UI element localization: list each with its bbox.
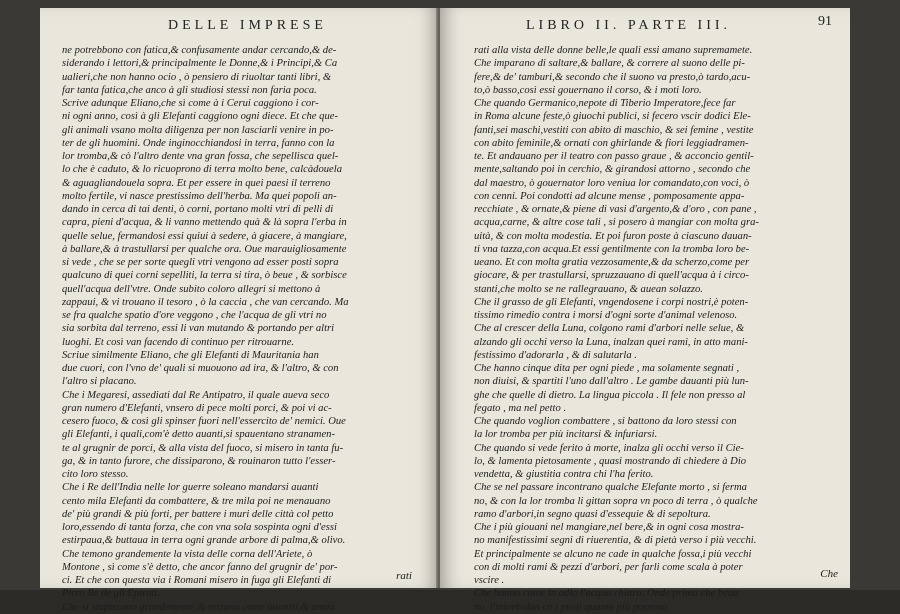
text-line: no, & con la lor tromba li gittan sopra vn poco di terra , ò qualche (474, 495, 758, 507)
catchword-left: rati (396, 570, 412, 582)
text-line: ga, & in tanto furore, che dissiparono, & rouinaron tutto l'esser- (62, 455, 336, 467)
text-line: ualieri,che non hanno ocio , ò pensiero di riuoltar tanti libri, & (62, 71, 332, 83)
text-line: molto fertile, vi nasce prestissimo dell'herba. Ma quei popoli an- (62, 190, 337, 202)
text-line: Che al crescer della Luna, colgono rami d'arbori nelle selue, & (474, 323, 745, 335)
text-line: mente,saltando poi in cerchio, & girandosi attorno , secondo che (474, 164, 751, 176)
text-line: ci. Et che con questa via i Romani misero in fuga gli Elefanti di (62, 575, 332, 586)
text-line: vendetta, & giustitia contra chi l'ha ferito. (474, 469, 654, 480)
text-line: quelle selue, fermandosi essi quiui à sedere, à giacere, à mangiare, (62, 230, 347, 242)
text-line: Che se nel passare incontrano qualche Elefante morto , si ferma (474, 482, 747, 494)
text-line: fanti,sei maschi,vestiti con abito di maschio, & sei femine , vestite (474, 124, 754, 136)
text-line: recchiate , & ornate,& piene di vasi d'argento,& d'oro , con pane , (474, 204, 757, 215)
text-line: ti vna tazza,con acqua.Et essi gentilmente con la tromba loro be- (474, 243, 750, 255)
text-line: se fra qualche spatio d'ore veggono , che l'acqua de gli vtri no (62, 310, 327, 321)
text-line: ni ogni anno, così à gli Elefanti caggiono ogni diece. Et che que- (62, 111, 338, 123)
text-line: con di molti rami & pezzi d'arbori, per farli come scala à poter (474, 561, 743, 573)
text-line: luoghi. Et così van facendo di continuo per ritrouarne. (62, 336, 295, 348)
text-line: to,ò basso,così essi gouernano il corso, & i moti loro. (474, 84, 702, 96)
text-line: lo, & lamenta pietosamente , quasi mostrando di chiedere à Dio (474, 455, 747, 467)
text-line: cito loro stesso. (62, 469, 129, 480)
text-line: ne potrebbono con fatica,& confusamente andar cercando,& de- (62, 45, 337, 56)
text-line: acqua,carne, & altre cose tali , si posero à mangiar con molta gra- (474, 217, 759, 229)
text-line: siderando i lettori,& principalmente le Donne,& i Principi,& Ca (62, 58, 338, 70)
text-line: Che quando si vede ferito à morte, inalza gli occhi verso il Cie- (474, 442, 744, 454)
text-line: gran numero d'Elefanti, vnsero di pece molti porci, & poi vi ac- (62, 402, 332, 414)
text-line: à ballare,& à trastullarsi per qualche ora. Oue marauigliosamente (62, 243, 347, 255)
text-line: cento mila Elefanti da combattere, & tre mila poi ne menauano (62, 495, 331, 507)
text-line: dando in cerca di tai denti, ò corni, portano molti vtri di pelli di (62, 204, 334, 215)
text-line: rati alla vista delle donne belle,le quali essi amano supremamete. (474, 45, 753, 56)
text-line: Che imparano di saltare,& ballare, & correre al suono delle pi- (474, 58, 745, 70)
right-body-text (474, 44, 828, 614)
text-line: Che temono grandemente la vista delle corna dell'Ariete, ò (62, 548, 313, 560)
text-line: si vede , che se per sorte quegli vtri vengono ad esser posti sopra (62, 257, 339, 268)
text-line: gli Elefanti, i quali,com'è detto auanti,si spauentano stranamen- (62, 429, 335, 441)
text-line: Che quando Germanico,nepote di Tiberio Imperatore,fece far (474, 98, 736, 109)
page-number: 91 (818, 14, 832, 29)
text-line: vscire . (474, 575, 505, 586)
text-line: te. Et andauano per il teatro con passo graue , & acconcio gentil- (474, 151, 754, 162)
text-line: de' più grandi & più forti, per battere i muri delle città col petto (62, 508, 334, 520)
running-header-left: DELLE IMPRESE (168, 18, 327, 33)
text-line: l'altro si placano. (62, 376, 137, 388)
text-line: qualcuno di quei corni sepelliti, la terra si tira, ò beue , & sorbisce (62, 270, 347, 282)
text-line: ramo d'arbori,in segno quasi d'essequie & di sepoltura. (474, 508, 711, 520)
text-line: Che quando voglion combattere , si battono da loro stessi con (474, 416, 737, 427)
text-line: te al grugnir de porci, & alla vista del fuoco, si misero in tanta fu- (62, 442, 344, 454)
text-line: Che hanno cinque dita per ogni piede , ma solamente segnati , (474, 363, 740, 374)
text-line: zappaui, & vi trouano il tesoro , ò la caccia , che van cercando. Ma (62, 296, 349, 308)
text-line: Scriue similmente Eliano, che gli Elefanti di Mauritania han (62, 349, 319, 361)
text-line: gli animali vsano molta diligenza per non lasciarli venire in po- (62, 124, 334, 136)
text-line: con cenni. Poi condotti ad alcune mense , pomposamente appa- (474, 190, 745, 202)
text-line: uità, & con molta modestia. Et poi furon poste à ciascuno dauan- (474, 230, 752, 242)
text-line: quell'acqua dell'vtre. Onde subito coloro allegri si mettono à (62, 283, 321, 295)
text-line: stanti,che molto se ne rallegrauano, & auean solazzo. (474, 283, 703, 295)
text-line: fere,& de' tamburi,& secondo che il suono va presto,ò tardo,acu- (474, 71, 751, 83)
text-line: Pirro Re de gli Epiroti. (62, 588, 160, 600)
catchword-right: Che (820, 568, 838, 580)
text-line: lo che è caduto, & lo ricuoprono di terra molto bene, calcàdouela (62, 164, 342, 176)
text-line: dal maestro, ò gouernator loro veniua lor comandato,con voci, ò (474, 177, 750, 189)
text-line: Scrive adunque Eliano,che sì come à i Cerui caggiono i cor- (62, 98, 319, 109)
text-line: alzando gli occhi verso la Luna, inalzan quei rami, in atto mani- (474, 336, 748, 348)
text-line: capra, pieni d'acqua, & li vanno mettendo quà & là sopra l'erba in (62, 217, 347, 229)
text-line: Che hanno come in odio l'acqua chiara. Onde prima che beua (474, 588, 739, 600)
text-line: due cuori, con l'vno de' quali si muouono ad ira, & l'altro, & con (62, 363, 339, 374)
text-line: ghe che quelle di dietro. La lingua piccola . Il fele non presso al (474, 389, 746, 401)
text-line: non diuisi, & spartiti l'uno dall'altro . Le gambe dauanti più lun- (474, 376, 749, 388)
text-line: in Roma alcune feste,ò giuochi publici, si fecero vscir dodici Ele- (474, 111, 751, 123)
text-line: tissimo rimedio contra i morsi d'ogni sorte d'animal velenoso. (474, 310, 738, 321)
running-header-right: LIBRO II. PARTE III. (526, 18, 732, 33)
left-body-text (62, 44, 422, 614)
text-line: estirpaua,& buttaua in terra ogni grande arbore di palma,& olivo. (62, 535, 346, 547)
text-line: far tanta fatica,che anco à gli studiosi stessi non faria poca. (62, 84, 317, 96)
text-line: cesero fuoco, & così gli spinser fuori nell'essercito de' nemici. Oue (62, 416, 346, 427)
text-line: Montone , sì come s'è detto, che ancor fanno del grugnir de' por- (62, 561, 338, 573)
text-line: la lor tromba per più incitarsi & infuriarsi. (474, 429, 658, 441)
text-line: lor tromba,& cò l'altro dente vna gran fossa, che sepellisca quel- (62, 151, 339, 162)
right-page (440, 8, 850, 613)
text-line: sia sorbita dal terreno, essi li van mutando & portando per altri (62, 323, 335, 335)
text-line: Et principalmente se alcuno ne cade in qualche fossa,i più vecchi (474, 548, 752, 560)
text-line: Che i Megaresi, assediati dal Re Antipatro, il quale aueva seco (62, 389, 330, 401)
text-line: Che i più giouani nel mangiare,nel bere,& in ogni cosa mostra- (474, 522, 744, 533)
text-line: fegato , ma nel petto . (474, 402, 567, 414)
text-line: no, l'intorbidan co i piedi quanto più possono. (474, 601, 671, 613)
text-line: festissimo d'adorarla , & di salutarla . (474, 349, 637, 361)
text-line: Che si stupiscono grandemente,& restano come attoniti,& ammi (62, 601, 335, 613)
text-line: no manifestissimi segni di riuerentia, & di pietà verso i più vecchi. (474, 535, 757, 547)
text-line: loro,essendo di tanta forza, che con vna sola sospinta ogni d'essi (62, 522, 337, 533)
text-line: ter de gli huomini. Onde inginocchiandosi in terra, fanno con la (62, 137, 335, 149)
text-line: con abito feminile,& ornati con ghirlande & fiori leggiadramen- (474, 137, 749, 149)
left-page (40, 8, 438, 613)
text-line: Che i Re dell'India nelle lor guerre soleano mandarsi auanti (62, 482, 319, 494)
text-line: ueano. Et con molta gratia vezzosamente,& da scherzo,come per (474, 257, 750, 268)
text-line: & aguagliandouela sopra. Et per essere in quei paesi il terreno (62, 177, 331, 189)
text-line: Che il grasso de gli Elefanti, vngendosene i corpi nostri,è poten- (474, 296, 749, 308)
text-line: giocare, & per trastullarsi, spruzzauano di quell'acqua à i circo- (474, 270, 749, 282)
